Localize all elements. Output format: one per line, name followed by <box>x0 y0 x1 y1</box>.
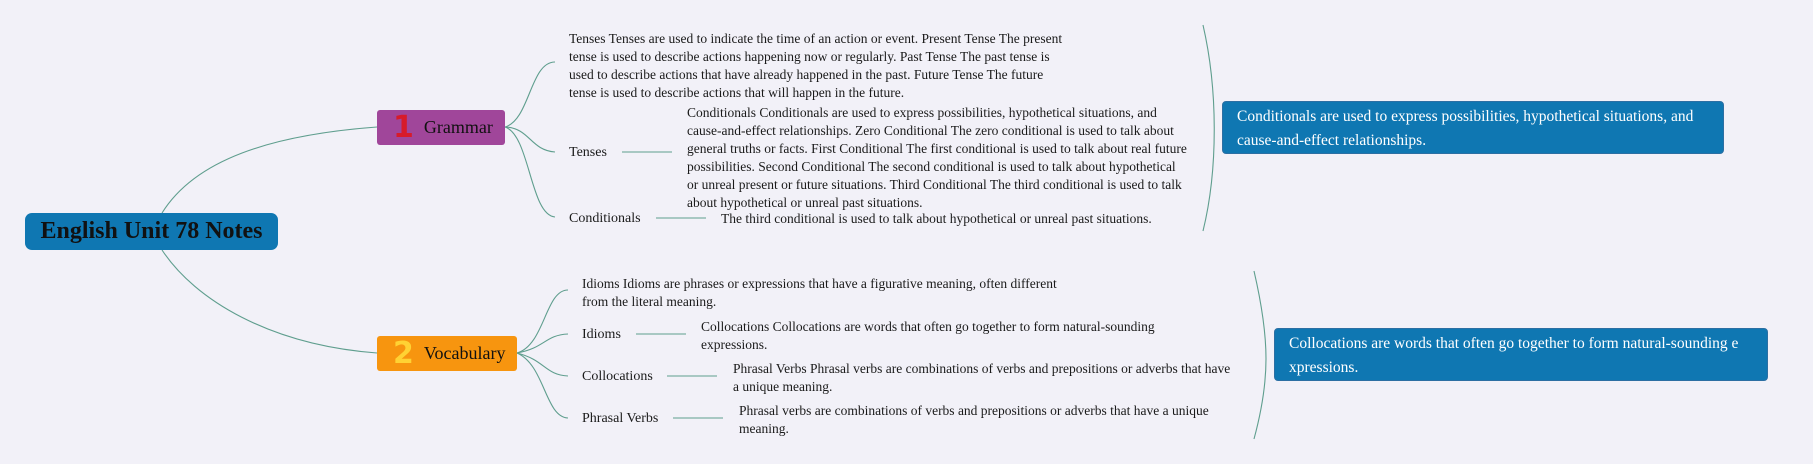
number-one-icon: 1 <box>393 109 414 145</box>
conditionals-note: The third conditional is used to talk about hypothetical or unreal past situations. <box>721 211 1152 226</box>
root-node[interactable] <box>25 213 278 250</box>
branch-vocabulary[interactable] <box>377 336 517 371</box>
vocabulary-overview-note: Idioms Idioms are phrases or expressions that have a figurative meaning, often different from the literal meaning. <box>582 276 1057 309</box>
collocations-note: Phrasal Verbs Phrasal verbs are combinations of verbs and prepositions or adverbs that have a unique meaning. <box>733 361 1231 394</box>
topic-tenses[interactable]: Tenses <box>569 145 607 160</box>
phrasal-verbs-note: Phrasal verbs are combinations of verbs and prepositions or adverbs that have a unique meaning. <box>739 403 1209 436</box>
topic-idioms[interactable]: Idioms <box>582 327 621 342</box>
vocabulary-summary[interactable]: Collocations are words that often go together to form natural-sounding e xpressions. <box>1274 328 1768 381</box>
topic-phrasal-verbs[interactable]: Phrasal Verbs <box>582 411 659 426</box>
tenses-note: Conditionals Conditionals are used to express possibilities, hypothetical situations, and cause-and-effect relationships. Zero Conditional The zero conditional is used to talk about general truths or facts. First Conditional The first conditional is used to talk about real future possibilities. Second Conditional The second conditional is used to talk about hypothetical or unreal present or future situations. Third Conditional The third conditional is used to talk about hypothetical or unreal past situations. <box>687 105 1187 210</box>
idioms-note: Collocations Collocations are words that often go together to form natural-sounding expressions. <box>701 319 1155 352</box>
branch-grammar[interactable] <box>377 110 505 145</box>
topic-collocations[interactable]: Collocations <box>582 369 653 384</box>
root-title: English Unit 78 Notes <box>40 218 263 244</box>
topic-conditionals[interactable]: Conditionals <box>569 211 641 226</box>
grammar-summary[interactable]: Conditionals are used to express possibilities, hypothetical situations, and cause-and-effect relationships. <box>1222 101 1724 154</box>
branch-vocabulary-label: Vocabulary <box>423 343 506 363</box>
number-two-icon: 2 <box>393 335 414 371</box>
grammar-overview-note: Tenses Tenses are used to indicate the time of an action or event. Present Tense The present tense is used to describe actions happening now or regularly. Past Tense The past tense is used to describe actions that have already happened in the past. Future Tense The future tense is used to describe actions that will happen in the future. <box>569 31 1063 100</box>
branch-grammar-label: Grammar <box>423 117 493 137</box>
